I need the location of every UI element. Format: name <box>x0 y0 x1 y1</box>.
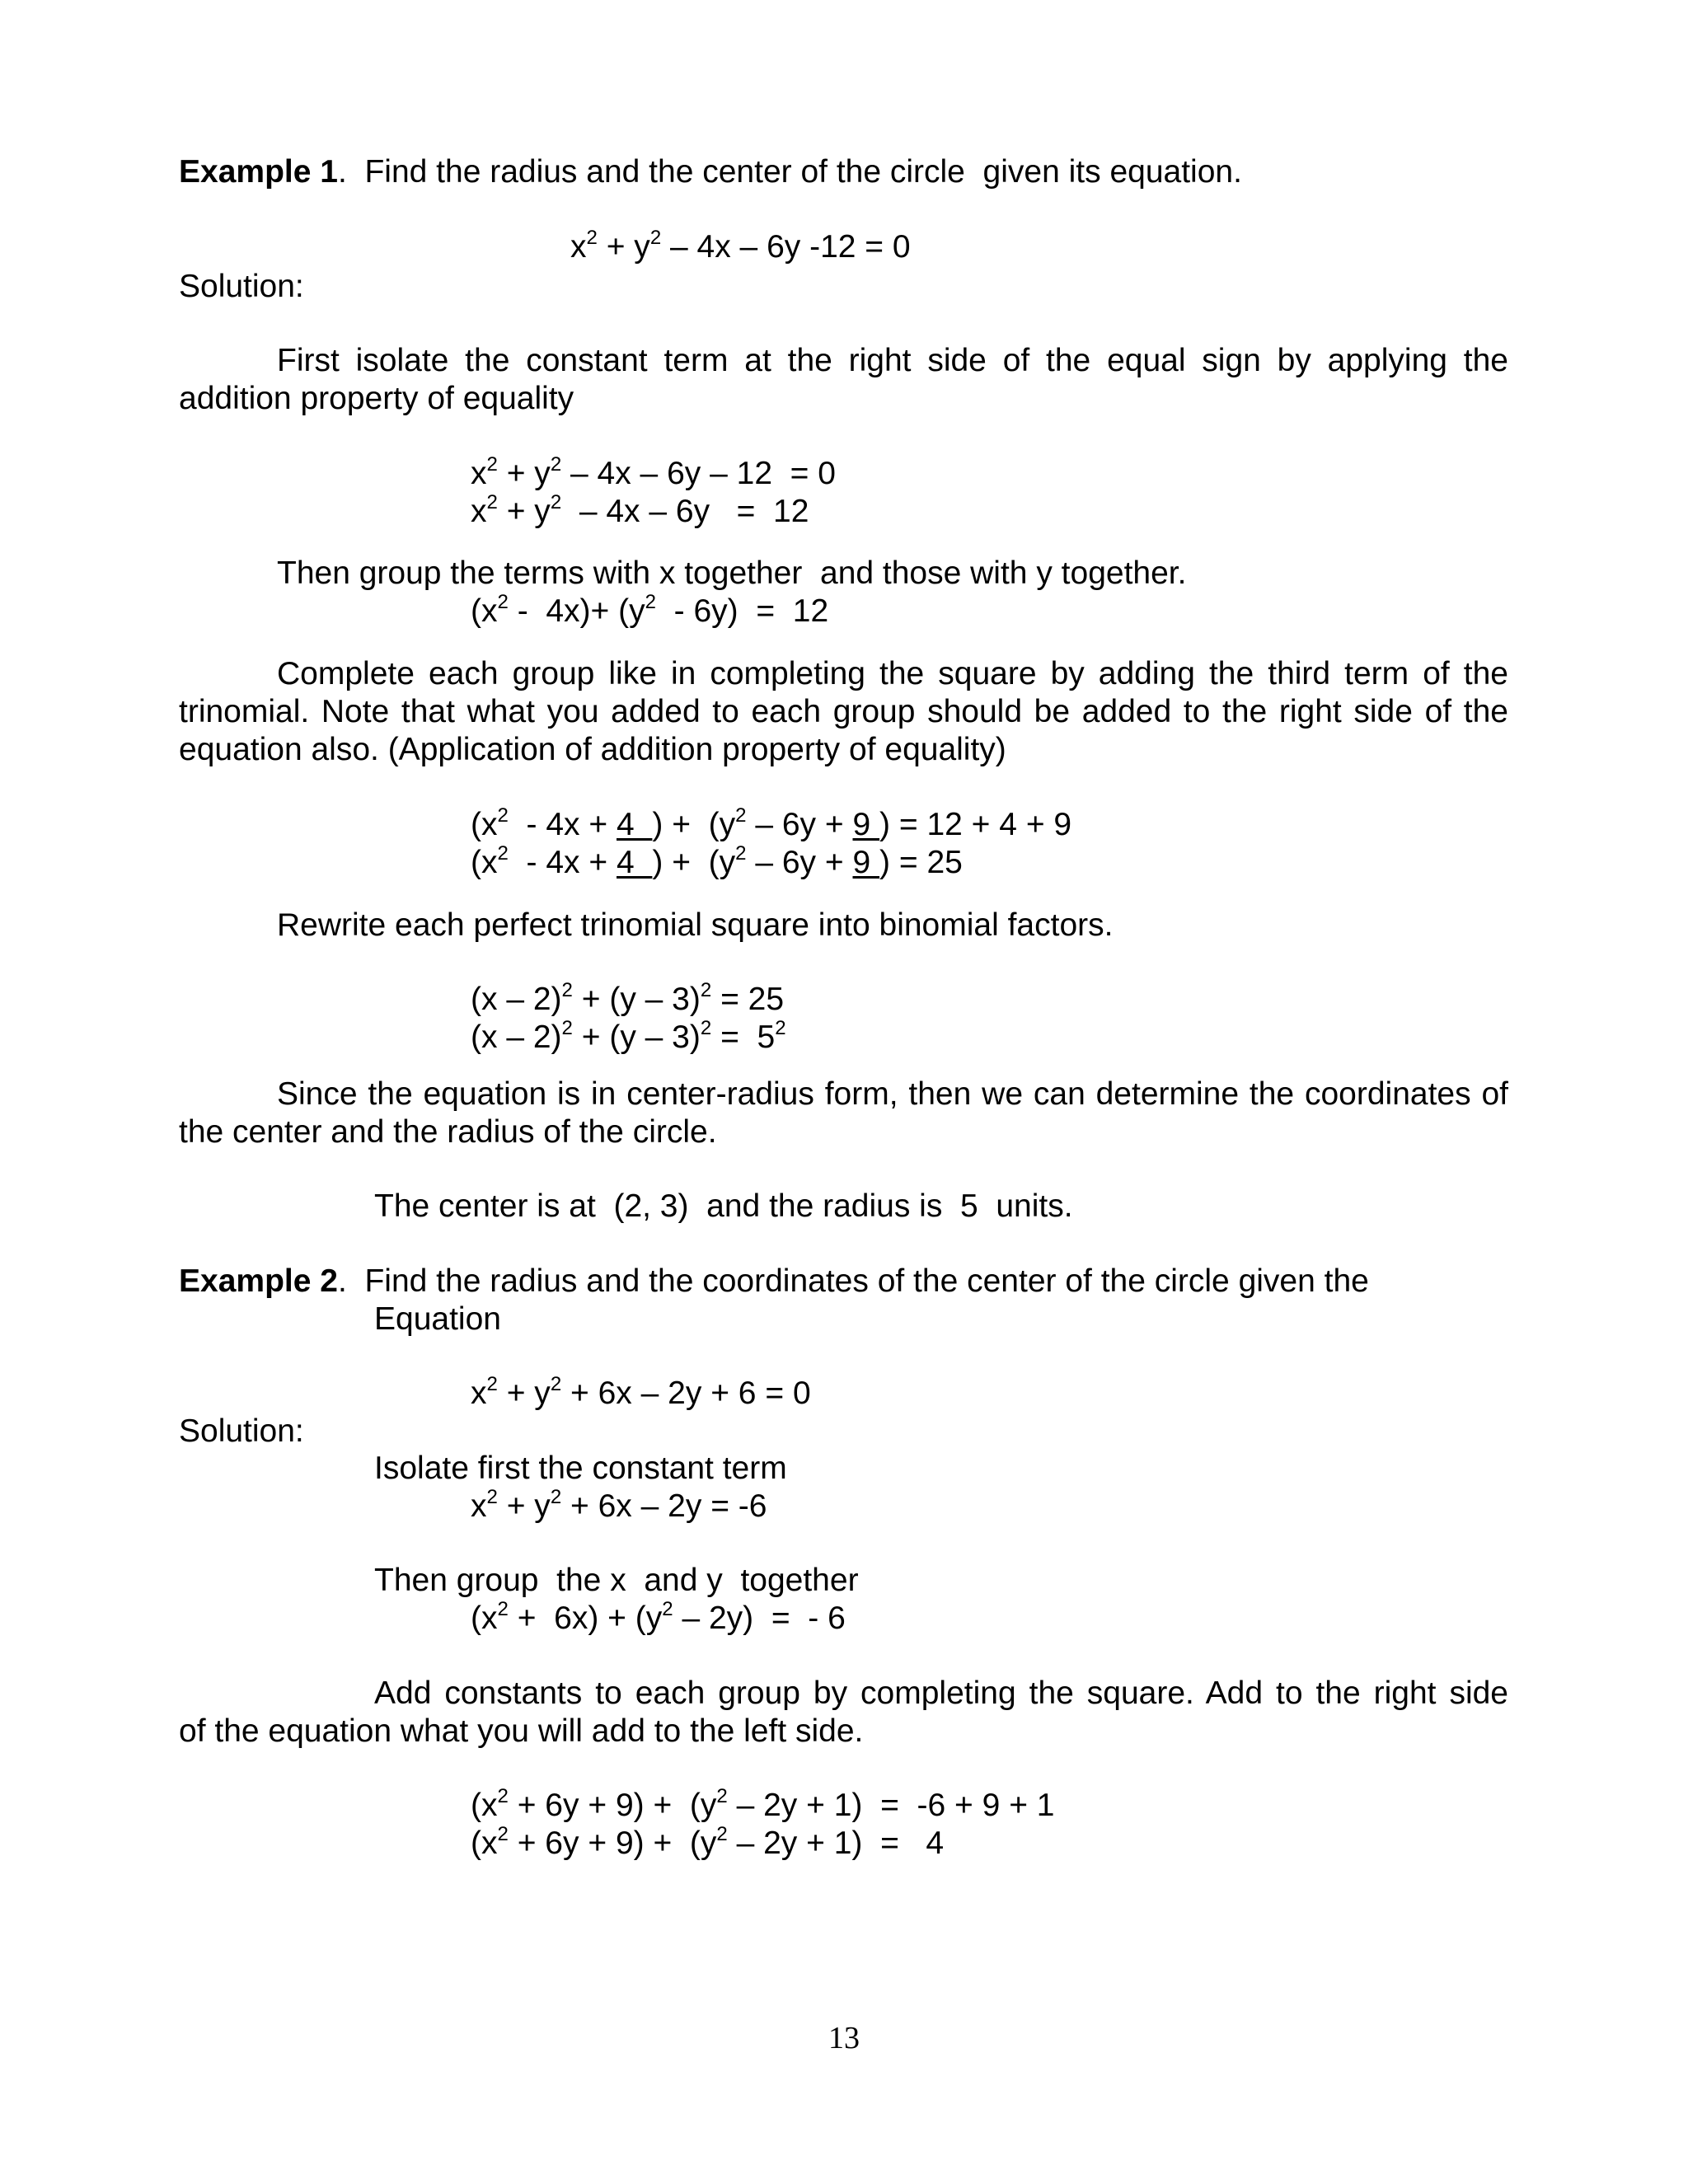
example2-eq3b: $(x^2 + 6y + 9) + (y^2 - 2y + 1) = 4$ <box>471 1823 945 1861</box>
example2-eq1: $x^2 + y^2 + 6x - 2y = -6$ <box>471 1486 767 1524</box>
example2-title <box>179 1263 1369 1301</box>
example1-title <box>179 153 1242 191</box>
example2-prompt-line2: Equation <box>374 1301 501 1337</box>
example1-step1-line2: addition property of equality <box>179 381 574 416</box>
example1-eq2: $(x^2 - 4x)+ (y^2 - 6y) = 12$ <box>471 591 829 629</box>
example2-given-equation: $x^2 + y^2 + 6x - 2y + 6 = 0$ <box>471 1373 811 1411</box>
example1-step4: Rewrite each perfect trinomial square into binomial factors. <box>277 907 1114 943</box>
example1-prompt: . Find the radius and the center of the circle given its equation. <box>337 154 1242 190</box>
example1-conclusion: The center is at (2, 3) and the radius is 5 units. <box>374 1188 1073 1224</box>
example1-given-equation: $x^2 + y^2 - 4x - 6y$ -12 = 0 <box>570 227 911 265</box>
example2-heading: Example 2 <box>179 1263 338 1299</box>
page-number: 13 <box>828 2021 860 2055</box>
example1-step3-line1: Complete each group like in completing the square by adding the third term of the <box>277 656 1508 691</box>
example2-step2: Then group the x and y together <box>374 1563 859 1598</box>
example1-eq3a: ($x^2 - 4x + 4$ ) + ($y^2 - 6y + 9$ ) = 12 + 4 + 9 <box>471 804 1072 842</box>
example2-step1: Isolate first the constant term <box>374 1451 787 1486</box>
example1-step3-line2: trinomial. Note that what you added to each group should be added to the right side of the <box>179 694 1508 729</box>
example2-prompt-line1: . Find the radius and the coordinates of the center of the circle given the <box>337 1263 1369 1299</box>
example2-solution-label: Solution: <box>179 1413 304 1449</box>
example1-eq3b: ($x^2 - 4x + 4$ ) + ($y^2 - 6y + 9$ ) = 25 <box>471 842 963 880</box>
example1-eq4b: $(x - 2)^2 + (y - 3)^2 = 5^2$ <box>471 1017 786 1055</box>
example1-step3-line3: equation also. (Application of addition property of equality) <box>179 732 1006 767</box>
example1-eq1b: $x^2 + y^2 - 4x - 6y = 12$ <box>471 491 809 529</box>
example1-eq1a: $x^2 + y^2 - 4x - 6y - 12 = 0$ <box>471 453 836 491</box>
example1-solution-label: Solution: <box>179 269 304 304</box>
example2-eq3a: $(x^2 + 6y + 9) + (y^2 - 2y + 1) = -6 + 9 + 1$ <box>471 1785 1055 1823</box>
example1-step2: Then group the terms with x together and those with y together. <box>277 555 1187 591</box>
example1-step5-line1: Since the equation is in center-radius form, then we can determine the coordinates of <box>277 1076 1508 1112</box>
example1-step1-line1: First isolate the constant term at the right side of the equal sign by applying the <box>277 343 1508 378</box>
example1-eq4a: (x – 2)$^2$ + (y – 3)$^2$ = 25 <box>471 979 785 1017</box>
example1-step5-line2: the center and the radius of the circle. <box>179 1114 717 1150</box>
example2-eq2: $(x^2 + 6x) + (y^2 - 2y)$ = - 6 <box>471 1598 846 1636</box>
example2-step3-line1: Add constants to each group by completing the square. Add to the right side <box>374 1675 1508 1711</box>
example2-step3-line2: of the equation what you will add to the left side. <box>179 1713 864 1749</box>
example1-heading: Example 1 <box>179 154 338 190</box>
